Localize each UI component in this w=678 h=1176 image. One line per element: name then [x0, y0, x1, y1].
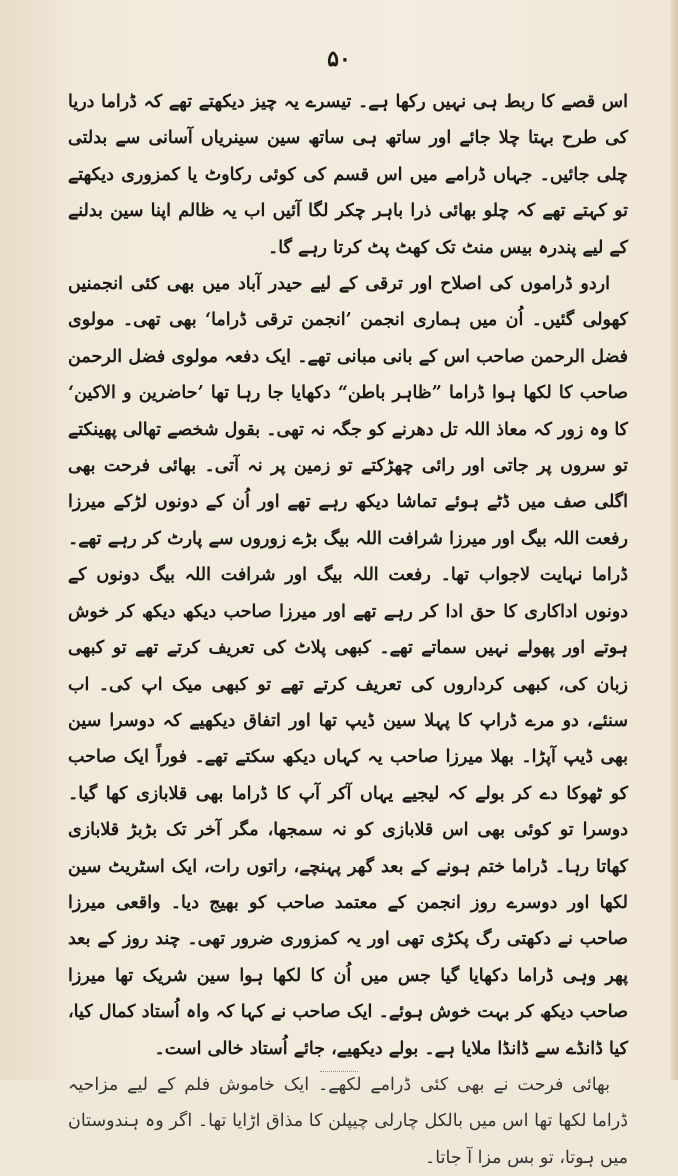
paragraph-2: اردو ڈراموں کی اصلاح اور ترقی کے لیے حیدر آباد میں بھی کئی انجمنیں کھولی گئیں۔ اُن میں ہماری انجمن ’انجمن ترقی ڈراما‘ بھی تھی۔ مولوی فضل الرحمن صاحب اس کے بانی مبانی تھے۔ ایک دفعہ مولوی فضل الرحمن صاحب کا لکھا ہوا ڈراما ”ظاہر باطن“ دکھایا جا رہا تھا ’حاضرین و الاکین‘ کا وہ زور کہ معاذ اللہ تل دھرنے کو جگہ نہ تھی۔ بقول شخصے تھالی پھینکتے تو سروں پر جاتی اور رائی چھڑکتے تو زمین پر نہ آتی۔ بھائی فرحت بھی اگلی صف میں ڈٹے ہوئے تماشا دیکھ رہے تھے اور اُن کے دونوں لڑکے میرزا رفعت اللہ بیگ اور میرزا شرافت اللہ بیگ بڑے زوروں سے پارٹ کر رہے تھے۔ ڈراما نہایت لاجواب تھا۔ رفعت اللہ بیگ اور شرافت اللہ بیگ دونوں کے دونوں اداکاری کا حق ادا کر رہے تھے اور میرزا صاحب دیکھ دیکھ کر خوش ہوتے اور پھولے نہیں سماتے تھے۔ کبھی پلاٹ کی تعریف کرتے تھے تو کبھی زبان کی، کبھی کرداروں کی تعریف کرتے تھے تو کبھی میک اپ کی۔ اب سنئے، دو مرے ڈراپ کا پہلا سین ڈیپ تھا اور اتفاق دیکھیے کہ دوسرا سین بھی ڈیپ آپڑا۔ بھلا میرزا صاحب یہ کہاں دیکھ سکتے تھے۔ فوراً ایک صاحب کو ٹھوکا دے کر بولے کہ لیجیے یہاں آکر آپ کا ڈراما بھی قلابازی کھا گیا۔ دوسرا تو کوئی بھی اس قلابازی کو نہ سمجھا، مگر آخر تک بڑبڑ قلابازی کھاتا رہا۔ ڈراما ختم ہونے کے بعد گھر پہنچے، راتوں رات، ایک اسٹریٹ سین لکھا اور دوسرے روز انجمن کے معتمد صاحب کو بھیج دیا۔ واقعی میرزا صاحب نے دکھتی رگ پکڑی تھی اور یہ کمزوری ضرور تھی۔ چند روز کے بعد پھر وہی ڈراما دکھایا گیا جس میں اُن کا لکھا ہوا سین شریک تھا میرزا صاحب دیکھ کر بہت خوش ہوئے۔ ایک صاحب نے کہا کہ واہ اُستاد کمال کیا، کیا ڈانڈے سے ڈانڈا ملایا ہے۔ بولے دیکھیے، جائے اُستاد خالی است۔ [68, 274, 628, 1059]
paragraph-1: اس قصے کا ربط ہی نہیں رکھا ہے۔ تیسرے یہ چیز دیکھتے تھے کہ ڈراما دریا کی طرح بہتا چلا جائے اور ساتھ ہی ساتھ سین سینریاں آسانی سے بدلتی چلی جائیں۔ جہاں ڈرامے میں اس قسم کی کوئی رکاوٹ یا کمزوری دیکھتے تو کہتے تھے کہ چلو بھائی ذرا باہر چکر لگا آئیں اب یہ ظالم اپنا سین بدلنے کے لیے پندرہ بیس منٹ تک کھٹ پٹ کرتا رہے گا۔ [68, 92, 628, 258]
footer-mark [320, 1071, 358, 1078]
page-edge [670, 0, 678, 1080]
body-text [68, 84, 628, 1176]
page-number: ۵۰ [327, 46, 351, 72]
paragraph-3: بھائی فرحت نے بھی کئی ڈرامے لکھے۔ ایک خاموش فلم کے لیے مزاحیہ ڈراما لکھا تھا اس میں بالکل چارلی چیپلن کا مذاق اڑایا تھا۔ اگر وہ ہندوستان میں ہوتا، تو بس مزا آ جاتا۔ [68, 1074, 628, 1168]
